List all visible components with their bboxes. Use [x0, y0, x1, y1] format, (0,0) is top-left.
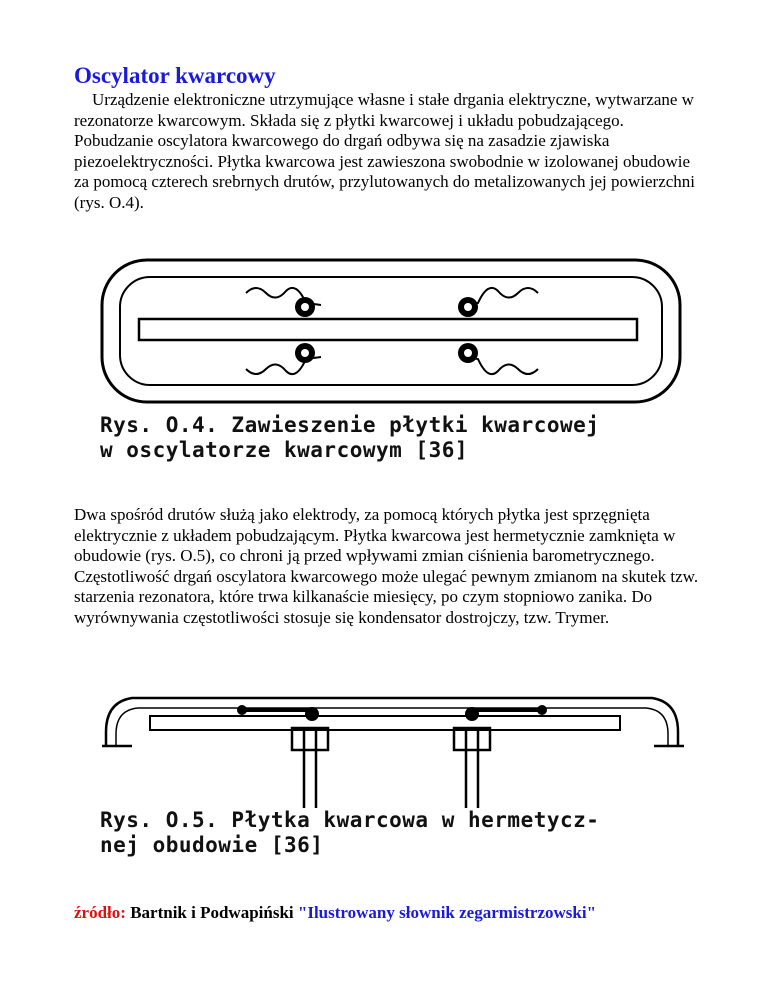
source-authors: Bartnik i Podwapiński	[130, 903, 294, 922]
source-line	[74, 903, 596, 923]
body-paragraph-2	[74, 505, 704, 628]
figure-o5-caption	[100, 808, 599, 858]
article	[74, 62, 704, 213]
figure-o5-caption-line2: nej obudowie [36]	[100, 833, 324, 857]
source-label: źródło:	[74, 903, 126, 922]
paragraph-2-text: Dwa spośród drutów służą jako elektrody, za pomocą których płytka jest sprzęgnięta elektrycznie z układem pobudzającym. Płytka kwarcowa jest hermetycznie zamknięta w obudowie (rys. O.5), co chroni ją przed wpływami zmian ciśnienia barometrycznego. Częstotliwość drgań oscylatora kwarcowego może ulegać pewnym zmianom na skutek tzw. starzenia rezonatora, które trwa kilkanaście miesięcy, po czym stopniowo zanika. Do wyrównywania częstotliwości stosuje się kondensator dostrojczy, tzw. Trymer.	[74, 505, 699, 627]
figure-o4-caption-line2: w oscylatorze kwarcowym [36]	[100, 438, 469, 462]
intro-paragraph: Urządzenie elektroniczne utrzymujące własne i stałe drgania elektryczne, wytwarzane w rezonatorze kwarcowym. Składa się z płytki kwarcowej i układu pobudzającego. Pobudzanie oscylatora kwarcowego do drgań odbywa się na zasadzie zjawiska piezoelektryczności. Płytka kwarcowa jest zawieszona swobodnie w izolowanej obudowie za pomocą czterech srebrnych drutów, przylutowanych do metalizowanych jej powierzchni (rys. O.4).	[74, 90, 696, 212]
figure-o4-caption	[100, 413, 599, 463]
figure-o4-caption-line1: Rys. O.4. Zawieszenie płytki kwarcowej	[100, 413, 600, 437]
figure-o5-drawing	[102, 684, 684, 808]
source-title: "Ilustrowany słownik zegarmistrzowski"	[297, 903, 597, 922]
figure-o5-caption-line1: Rys. O.5. Płytka kwarcowa w hermetycz-	[100, 808, 600, 832]
figure-o4-drawing	[96, 255, 688, 410]
page-title: Oscylator kwarcowy	[74, 63, 276, 88]
